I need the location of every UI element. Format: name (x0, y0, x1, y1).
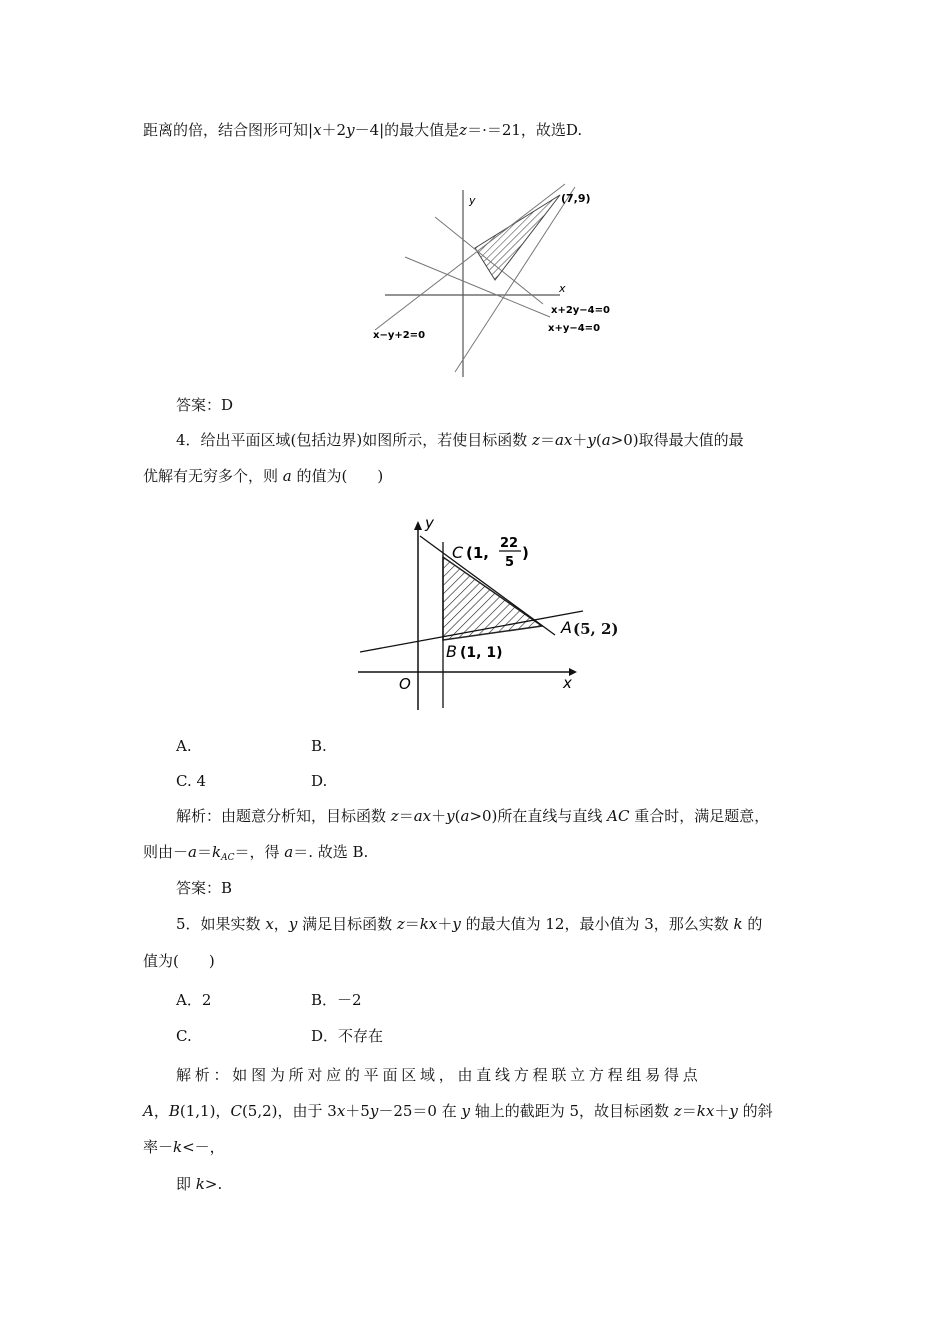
q4-option-D: D. (311, 772, 328, 790)
origin-label: O (399, 675, 411, 693)
solution-5-line-4: 即 k>. (176, 1175, 223, 1193)
point-C-denominator: 5 (505, 555, 515, 570)
q5-option-B: B．－2 (311, 991, 362, 1009)
point-C-numerator: 22 (500, 536, 519, 551)
solution-5-line-1: 解 析 ： 如 图 为 所 对 应 的 平 面 区 域 ， 由 直 线 方 程 联 立 方 程 组 易 得 点 (176, 1066, 698, 1084)
point-B-coord: (1, 1) (460, 645, 503, 661)
shaded-region (475, 195, 560, 280)
q4-option-C: C. 4 (176, 772, 207, 790)
line-label-1: x+2y−4=0 (551, 305, 610, 316)
point-C-letter: C (452, 543, 464, 562)
line-x-plus-y-minus-4 (405, 257, 550, 317)
point-C-coord: (1, (466, 544, 489, 562)
line-steep (455, 187, 575, 372)
q4-option-A: A. (176, 737, 192, 755)
question-4-line-1: 4．给出平面区域(包括边界)如图所示，若使目标函数 z＝ax＋y(a>0)取得最大值的最 (176, 431, 744, 449)
point-C-close: ) (522, 544, 529, 562)
solution-5-line-3: 率－k<－， (143, 1138, 225, 1156)
y-axis-arrow (414, 521, 422, 530)
figure-2-triangle-region (355, 512, 585, 712)
point-A-letter: A (561, 618, 572, 637)
x-label: x (563, 674, 572, 692)
solution-5-line-2: A，B(1,1)，C(5,2)，由于 3x＋5y－25＝0 在 y 轴上的截距为 5，故目标函数 z＝kx＋y 的斜 (143, 1102, 773, 1120)
line-label-3: x−y+2=0 (373, 330, 426, 341)
point-7-9-label: (7,9) (561, 192, 591, 205)
solution-3-conclusion: 距离的倍，结合图形可知|x＋2y－4|的最大值是z＝·＝21，故选D. (143, 121, 583, 139)
solution-4-line-2: 则由$-a=k_{AC}=$，得 a＝. 故选 B. (143, 843, 369, 863)
y-axis-label: y (469, 194, 476, 207)
q4-option-B: B. (311, 737, 327, 755)
q5-option-C: C. (176, 1027, 192, 1045)
answer-4: 答案：B (176, 879, 233, 897)
line-label-2: x+y−4=0 (548, 323, 601, 334)
question-4-line-2: 优解有无穷多个，则 a 的值为( ) (143, 467, 384, 485)
figure-1-feasible-region (365, 182, 625, 377)
q5-option-D: D．不存在 (311, 1027, 384, 1045)
question-5-line-2: 值为( ) (143, 952, 215, 970)
point-B-letter: B (446, 642, 457, 661)
q5-option-A: A．2 (176, 991, 212, 1009)
question-5-line-1: 5．如果实数 x，y 满足目标函数 z＝kx＋y 的最大值为 12，最小值为 3，那么实数 k 的 (176, 915, 763, 933)
point-A-coord-overflow: (5, 2) (573, 620, 619, 638)
solution-4-line-1: 解析：由题意分析知，目标函数 z＝ax＋y(a>0)所在直线与直线 AC 重合时，满足题意， (176, 807, 770, 825)
y-label: y (425, 514, 434, 532)
answer-3: 答案：D (176, 396, 234, 414)
x-axis-label: x (559, 282, 566, 295)
